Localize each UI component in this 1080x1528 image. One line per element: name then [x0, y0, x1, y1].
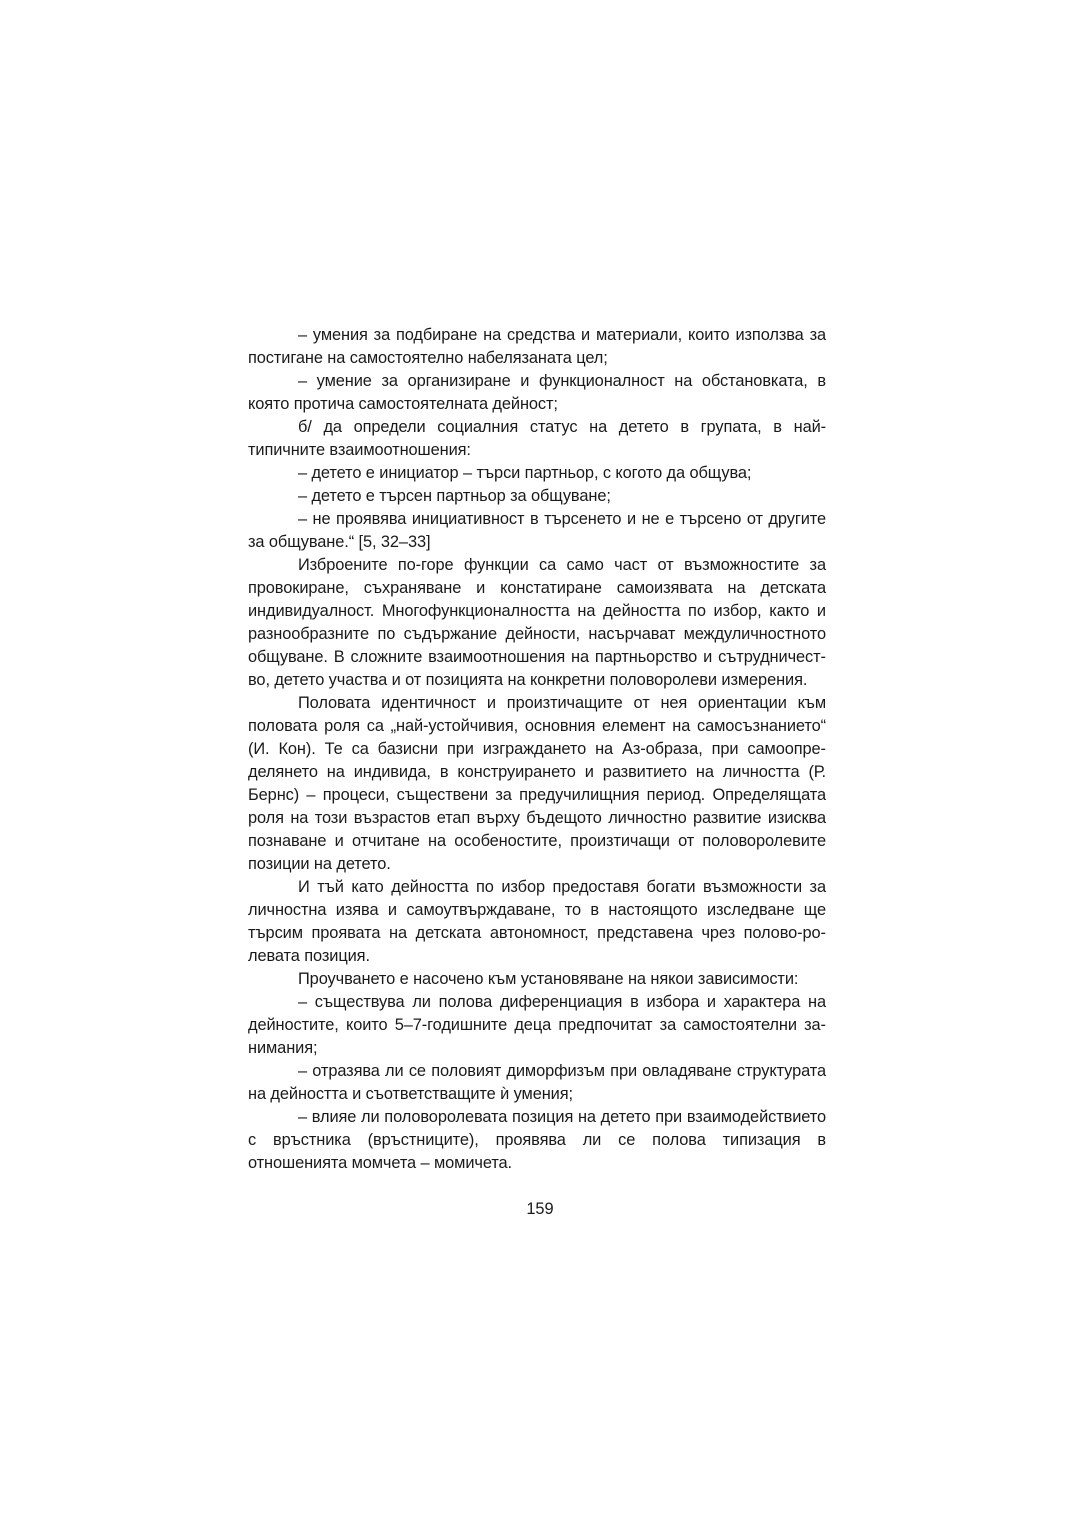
paragraph: – умения за подбиране на средства и материали, които използва за постигане на самостоятелно набелязаната цел; — [248, 326, 826, 367]
page-number: 159 — [526, 1200, 554, 1218]
paragraph: – не проявява инициативност в търсенето и не е търсено от другите за общуване.“ [5, 32–33] — [248, 510, 826, 551]
paragraph: Изброените по-горе функции са само част от възможностите за провокиране, съхраняване и констатиране самоизявата на детската индивидуалност. Многофункционалността на дейността по избор, както и разнообразните по съдържание дейности, насърчават междуличностното общуване. В сложните взаимоотношения на партньорство и сътрудничество, детето участва и от позицията на конкретни половоролеви измерения. — [248, 556, 826, 689]
paragraph: – съществува ли полова диференциация в избора и характера на дейностите, които 5–7-годишните деца предпочитат за самостоятелни занимания; — [248, 993, 826, 1057]
paragraph: Половата идентичност и произтичащите от нея ориентации към половата роля са „най-устойчивия, основния елемент на самосъзнанието“ (И. Кон). Те са базисни при изграждането на Аз-образа, при самоопределянето на индивида, в конструирането и развитието на личността (Р. Бернс) – процеси, съществени за предучилищния период. Определящата роля на този възрастов етап върху бъдещото личностно развитие изисква познаване и отчитане на особеностите, произтичащи от половоролевите позиции на детето. — [248, 694, 826, 873]
paragraph: – детето е търсен партньор за общуване; — [298, 487, 611, 505]
paragraph: б/ да определи социалния статус на детето в групата, в най-типичните взаимоотношения: — [248, 418, 826, 459]
body-text — [248, 324, 826, 1175]
paragraph: – детето е инициатор – търси партньор, с когото да общува; — [298, 464, 752, 482]
paragraph: – умение за организиране и функционалност на обстановката, в която протича самостоятелната дейност; — [248, 372, 826, 413]
paragraph: – отразява ли се половият диморфизъм при овладяване структурата на дейността и съответстващите ѝ умения; — [248, 1062, 826, 1103]
paragraph: Проучването е насочено към установяване на някои зависимости: — [298, 970, 799, 988]
paragraph: – влияе ли половоролевата позиция на детето при взаимодействието с връстника (връстниците), проявява ли се полова типизация в отношенията момчета – момичета. — [248, 1108, 826, 1172]
paragraph: И тъй като дейността по избор предоставя богати възможности за личностна изява и самоутвърждаване, то в настоящото изследване ще търсим проявата на детската автономност, представена чрез полово-ролевата позиция. — [248, 878, 826, 965]
